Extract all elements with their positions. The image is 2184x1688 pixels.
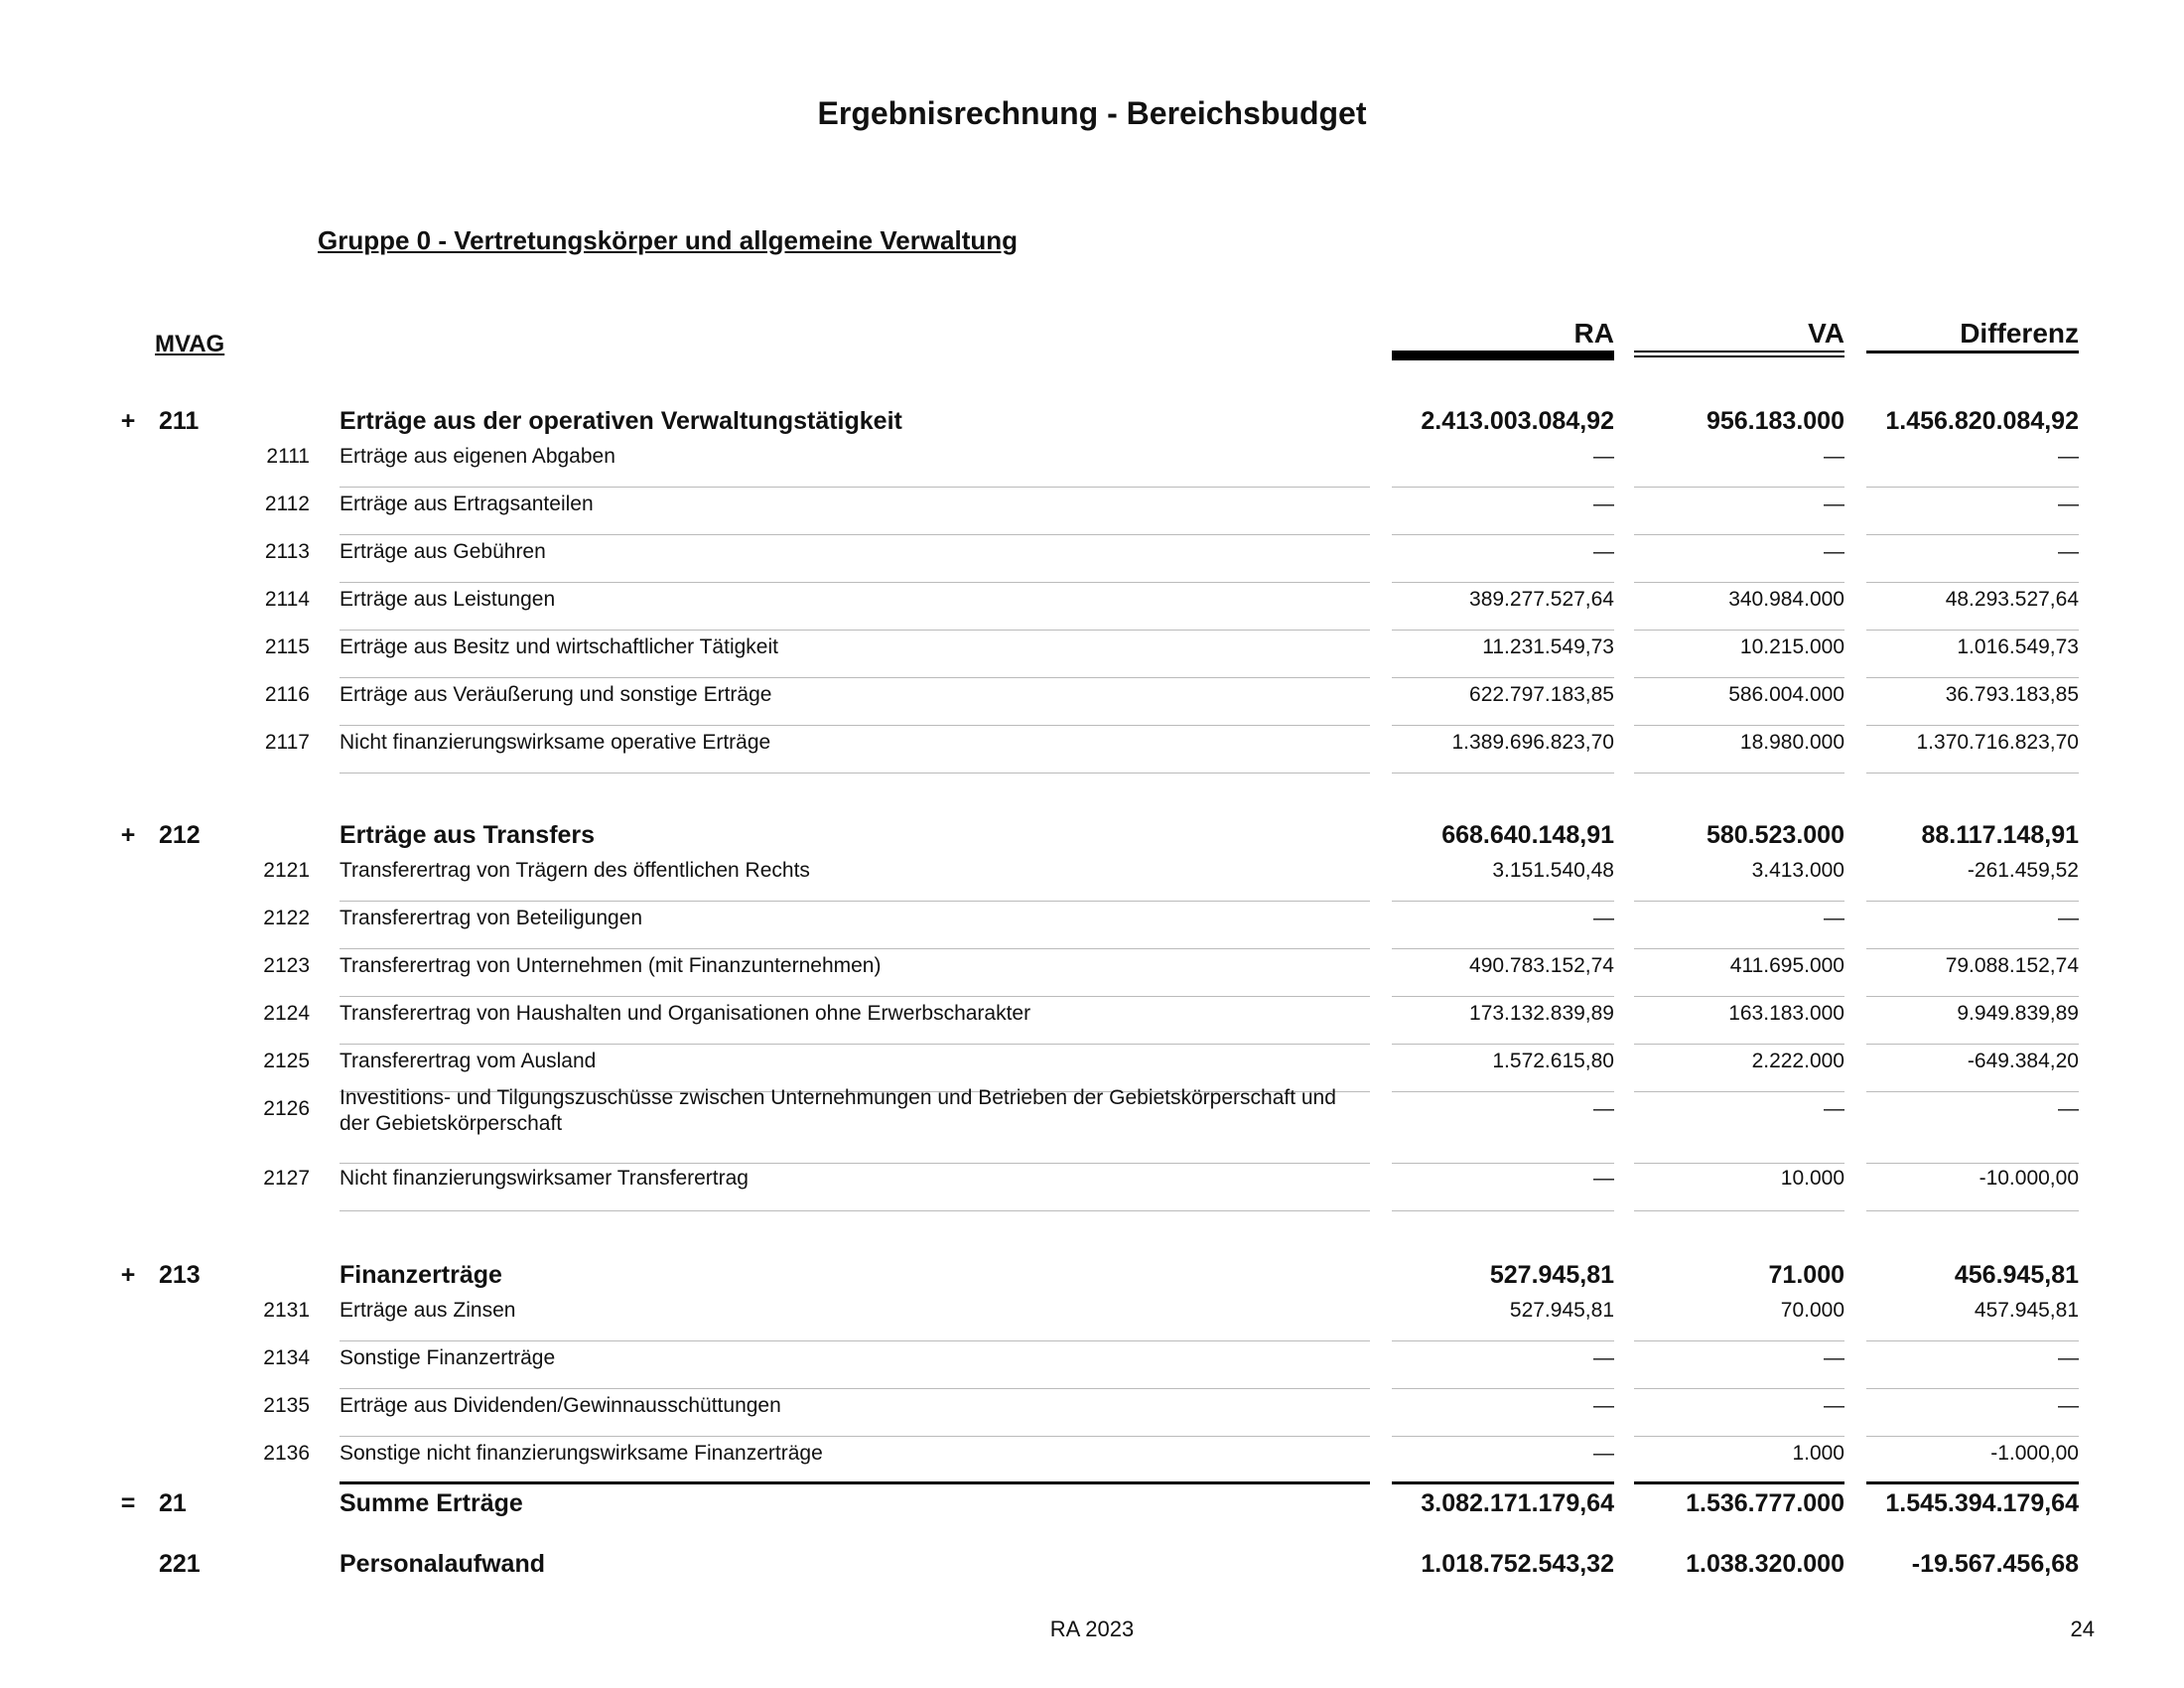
row-divider xyxy=(1866,1163,2079,1164)
row-divider xyxy=(340,773,1370,774)
cell-label: Erträge aus Veräußerung und sonstige Erträge xyxy=(340,683,772,706)
cell-label: Erträge aus Ertragsanteilen xyxy=(340,492,594,515)
cell-diff: -649.384,20 xyxy=(1967,1050,2079,1072)
cell-ra: 1.018.752.543,32 xyxy=(1421,1550,1614,1578)
cell-va: — xyxy=(1824,492,1844,515)
cell-label: Finanzerträge xyxy=(340,1261,502,1289)
cell-va: 580.523.000 xyxy=(1706,821,1844,849)
row-divider xyxy=(1634,948,1844,949)
cell-ra: — xyxy=(1593,1394,1614,1417)
cell-ra: — xyxy=(1593,907,1614,929)
total-rule xyxy=(1634,1481,1844,1484)
cell-sub: 2117 xyxy=(264,731,310,754)
cell-sub: 2134 xyxy=(263,1346,310,1369)
row-divider xyxy=(1634,996,1844,997)
column-header-ra: RA xyxy=(1573,318,1614,349)
cell-diff: 1.545.394.179,64 xyxy=(1885,1489,2079,1517)
row-divider xyxy=(1392,1388,1614,1389)
row-divider xyxy=(1392,1436,1614,1437)
row-divider xyxy=(1392,1044,1614,1045)
row-divider xyxy=(1634,1210,1844,1211)
cell-ra: — xyxy=(1593,1097,1614,1120)
row-divider xyxy=(1392,677,1614,678)
cell-ra: 1.389.696.823,70 xyxy=(1451,731,1614,754)
ra-header-rule xyxy=(1392,351,1614,360)
row-divider xyxy=(1392,487,1614,488)
row-divider xyxy=(1392,1210,1614,1211)
row-divider xyxy=(1634,677,1844,678)
row-divider xyxy=(1866,773,2079,774)
cell-label: Transferertrag von Beteiligungen xyxy=(340,907,643,929)
cell-code: 212 xyxy=(159,821,201,849)
cell-va: 340.984.000 xyxy=(1728,588,1844,611)
cell-sub: 2112 xyxy=(264,492,310,515)
row-divider xyxy=(340,948,1370,949)
cell-diff: -261.459,52 xyxy=(1967,859,2079,882)
cell-sub: 2126 xyxy=(263,1097,310,1120)
total-rule xyxy=(340,1481,1370,1484)
row-divider xyxy=(340,1210,1370,1211)
row-divider xyxy=(1634,773,1844,774)
cell-ra: — xyxy=(1593,1346,1614,1369)
row-divider xyxy=(1392,630,1614,631)
row-divider xyxy=(1392,582,1614,583)
row-divider xyxy=(1634,1091,1844,1092)
cell-sub: 2131 xyxy=(263,1299,310,1322)
cell-label: Transferertrag von Unternehmen (mit Finanzunternehmen) xyxy=(340,954,882,977)
cell-sub: 2122 xyxy=(263,907,310,929)
va-header-rule xyxy=(1634,351,1844,360)
row-divider xyxy=(1392,1163,1614,1164)
cell-diff: 457.945,81 xyxy=(1974,1299,2079,1322)
row-divider xyxy=(1392,996,1614,997)
row-divider xyxy=(1392,773,1614,774)
cell-diff: 1.456.820.084,92 xyxy=(1885,407,2079,435)
cell-sub: 2113 xyxy=(264,540,310,563)
cell-diff: 1.370.716.823,70 xyxy=(1916,731,2079,754)
cell-sub: 2125 xyxy=(263,1050,310,1072)
row-divider xyxy=(340,1436,1370,1437)
cell-ra: 527.945,81 xyxy=(1509,1299,1614,1322)
cell-va: 1.000 xyxy=(1792,1442,1844,1465)
cell-ra: 173.132.839,89 xyxy=(1469,1002,1614,1025)
cell-diff: — xyxy=(2058,1394,2079,1417)
cell-va: 956.183.000 xyxy=(1706,407,1844,435)
cell-va: 70.000 xyxy=(1780,1299,1844,1322)
cell-sign: + xyxy=(120,1261,136,1289)
row-divider xyxy=(1392,725,1614,726)
row-divider xyxy=(1634,1340,1844,1341)
cell-diff: — xyxy=(2058,907,2079,929)
group-title: Gruppe 0 - Vertretungskörper und allgemeine Verwaltung xyxy=(318,225,1019,255)
row-divider xyxy=(340,487,1370,488)
cell-code: 211 xyxy=(159,407,200,435)
column-header-differenz: Differenz xyxy=(1960,318,2079,349)
row-divider xyxy=(1866,1388,2079,1389)
cell-diff: -19.567.456,68 xyxy=(1911,1550,2079,1578)
row-divider xyxy=(340,1163,1370,1164)
cell-label: Erträge aus der operativen Verwaltungstätigkeit xyxy=(340,407,902,435)
cell-ra: 2.413.003.084,92 xyxy=(1421,407,1614,435)
cell-label: Transferertrag von Trägern des öffentlichen Rechts xyxy=(340,859,810,882)
cell-diff: 36.793.183,85 xyxy=(1945,683,2079,706)
row-divider xyxy=(1392,1091,1614,1092)
cell-label: Transferertrag vom Ausland xyxy=(340,1050,597,1072)
cell-diff: — xyxy=(2058,1346,2079,1369)
row-divider xyxy=(1634,1044,1844,1045)
row-divider xyxy=(340,582,1370,583)
cell-va: — xyxy=(1824,907,1844,929)
cell-va: 10.000 xyxy=(1780,1167,1844,1190)
cell-ra: 490.783.152,74 xyxy=(1469,954,1614,977)
cell-label: Erträge aus Leistungen xyxy=(340,588,556,611)
row-divider xyxy=(1866,996,2079,997)
cell-diff: — xyxy=(2058,1097,2079,1120)
row-divider xyxy=(1392,534,1614,535)
cell-sign: = xyxy=(120,1489,136,1517)
row-divider xyxy=(1866,677,2079,678)
cell-ra: — xyxy=(1593,445,1614,468)
cell-va: 411.695.000 xyxy=(1729,954,1844,977)
cell-label: Personalaufwand xyxy=(340,1550,545,1578)
cell-sub: 2121 xyxy=(263,859,310,882)
row-divider xyxy=(340,534,1370,535)
cell-sub: 2115 xyxy=(264,635,310,658)
cell-va: — xyxy=(1824,1346,1844,1369)
cell-ra: 1.572.615,80 xyxy=(1492,1050,1614,1072)
row-divider xyxy=(1866,901,2079,902)
row-divider xyxy=(1866,948,2079,949)
row-divider xyxy=(1866,1340,2079,1341)
cell-label: Erträge aus Transfers xyxy=(340,821,596,849)
row-divider xyxy=(340,996,1370,997)
cell-code: 21 xyxy=(159,1489,187,1517)
footer-label: RA 2023 xyxy=(1049,1617,1135,1641)
cell-ra: 622.797.183,85 xyxy=(1469,683,1614,706)
total-rule xyxy=(1866,1481,2079,1484)
cell-sub: 2114 xyxy=(264,588,310,611)
cell-ra: 11.231.549,73 xyxy=(1482,635,1614,658)
cell-sub: 2111 xyxy=(266,445,310,468)
row-divider xyxy=(1866,1210,2079,1211)
cell-label: Transferertrag von Haushalten und Organisationen ohne Erwerbscharakter xyxy=(340,1002,1031,1025)
row-divider xyxy=(1392,948,1614,949)
cell-label: Erträge aus Dividenden/Gewinnausschüttungen xyxy=(340,1394,781,1417)
cell-diff: 48.293.527,64 xyxy=(1945,588,2079,611)
row-divider xyxy=(1392,901,1614,902)
row-divider xyxy=(1866,630,2079,631)
cell-ra: — xyxy=(1593,492,1614,515)
cell-diff: 79.088.152,74 xyxy=(1945,954,2079,977)
cell-label: Erträge aus eigenen Abgaben xyxy=(340,445,615,468)
cell-ra: — xyxy=(1593,1167,1614,1190)
row-divider xyxy=(1634,1163,1844,1164)
row-divider xyxy=(1866,1044,2079,1045)
cell-va: 1.536.777.000 xyxy=(1686,1489,1844,1517)
cell-diff: 9.949.839,89 xyxy=(1957,1002,2079,1025)
cell-diff: -10.000,00 xyxy=(1979,1167,2079,1190)
row-divider xyxy=(1634,487,1844,488)
cell-label: Erträge aus Zinsen xyxy=(340,1299,516,1322)
cell-va: 1.038.320.000 xyxy=(1686,1550,1844,1578)
cell-sub: 2123 xyxy=(263,954,310,977)
column-header-va: VA xyxy=(1808,318,1844,349)
row-divider xyxy=(340,1388,1370,1389)
row-divider xyxy=(1866,725,2079,726)
cell-va: — xyxy=(1824,1394,1844,1417)
row-divider xyxy=(1392,1340,1614,1341)
cell-label: Sonstige Finanzerträge xyxy=(340,1346,556,1369)
cell-diff: 1.016.549,73 xyxy=(1957,635,2079,658)
page-title: Ergebnisrechnung - Bereichsbudget xyxy=(817,95,1367,131)
row-divider xyxy=(340,1340,1370,1341)
cell-diff: — xyxy=(2058,445,2079,468)
row-divider xyxy=(1866,487,2079,488)
cell-va: 586.004.000 xyxy=(1728,683,1844,706)
cell-va: 163.183.000 xyxy=(1728,1002,1844,1025)
cell-code: 221 xyxy=(159,1550,201,1578)
cell-code: 213 xyxy=(159,1261,201,1289)
cell-label: Nicht finanzierungswirksamer Transferertrag xyxy=(340,1167,749,1190)
cell-ra: 527.945,81 xyxy=(1489,1261,1614,1289)
row-divider xyxy=(1866,534,2079,535)
cell-ra: 668.640.148,91 xyxy=(1441,821,1614,849)
cell-sub: 2116 xyxy=(264,683,310,706)
row-divider xyxy=(340,901,1370,902)
cell-diff: — xyxy=(2058,540,2079,563)
row-divider xyxy=(1634,534,1844,535)
cell-ra: — xyxy=(1593,1442,1614,1465)
page-number: 24 xyxy=(2070,1617,2095,1641)
row-divider xyxy=(1634,630,1844,631)
row-divider xyxy=(1866,1091,2079,1092)
cell-ra: 3.082.171.179,64 xyxy=(1421,1489,1614,1517)
cell-ra: — xyxy=(1593,540,1614,563)
cell-sub: 2136 xyxy=(263,1442,310,1465)
cell-sign: + xyxy=(120,821,136,849)
cell-sub: 2127 xyxy=(263,1167,310,1190)
row-divider xyxy=(1634,1388,1844,1389)
cell-sub: 2124 xyxy=(263,1002,310,1025)
cell-label: Erträge aus Besitz und wirtschaftlicher Tätigkeit xyxy=(340,635,778,658)
cell-ra: 389.277.527,64 xyxy=(1469,588,1614,611)
cell-label: Summe Erträge xyxy=(340,1489,523,1517)
row-divider xyxy=(340,677,1370,678)
cell-label: Nicht finanzierungswirksame operative Erträge xyxy=(340,731,771,754)
cell-sub: 2135 xyxy=(263,1394,310,1417)
cell-va: 3.413.000 xyxy=(1751,859,1844,882)
row-divider xyxy=(1634,901,1844,902)
mvag-header: MVAG xyxy=(155,331,225,357)
row-divider xyxy=(1866,582,2079,583)
cell-ra: 3.151.540,48 xyxy=(1492,859,1614,882)
row-divider xyxy=(340,1044,1370,1045)
cell-label: Erträge aus Gebühren xyxy=(340,540,546,563)
total-rule xyxy=(1392,1481,1614,1484)
row-divider xyxy=(340,725,1370,726)
row-divider xyxy=(1866,1436,2079,1437)
cell-va: 2.222.000 xyxy=(1751,1050,1844,1072)
cell-label: Investitions- und Tilgungszuschüsse zwischen Unternehmungen und Betrieben der Gebietskörperschaft und der Gebietskörperschaft xyxy=(340,1086,1336,1135)
row-divider xyxy=(1634,1436,1844,1437)
cell-sign: + xyxy=(120,407,136,435)
row-divider xyxy=(340,630,1370,631)
cell-va: — xyxy=(1824,540,1844,563)
cell-diff: -1.000,00 xyxy=(1990,1442,2079,1465)
row-divider xyxy=(1634,582,1844,583)
cell-diff: — xyxy=(2058,492,2079,515)
row-divider xyxy=(1634,725,1844,726)
cell-va: 10.215.000 xyxy=(1739,635,1844,658)
cell-va: — xyxy=(1824,1097,1844,1120)
cell-label: Sonstige nicht finanzierungswirksame Finanzerträge xyxy=(340,1442,823,1465)
cell-diff: 88.117.148,91 xyxy=(1921,821,2079,849)
cell-va: 71.000 xyxy=(1768,1261,1844,1289)
cell-va: — xyxy=(1824,445,1844,468)
cell-diff: 456.945,81 xyxy=(1954,1261,2079,1289)
cell-va: 18.980.000 xyxy=(1739,731,1844,754)
differenz-header-rule xyxy=(1866,351,2079,353)
